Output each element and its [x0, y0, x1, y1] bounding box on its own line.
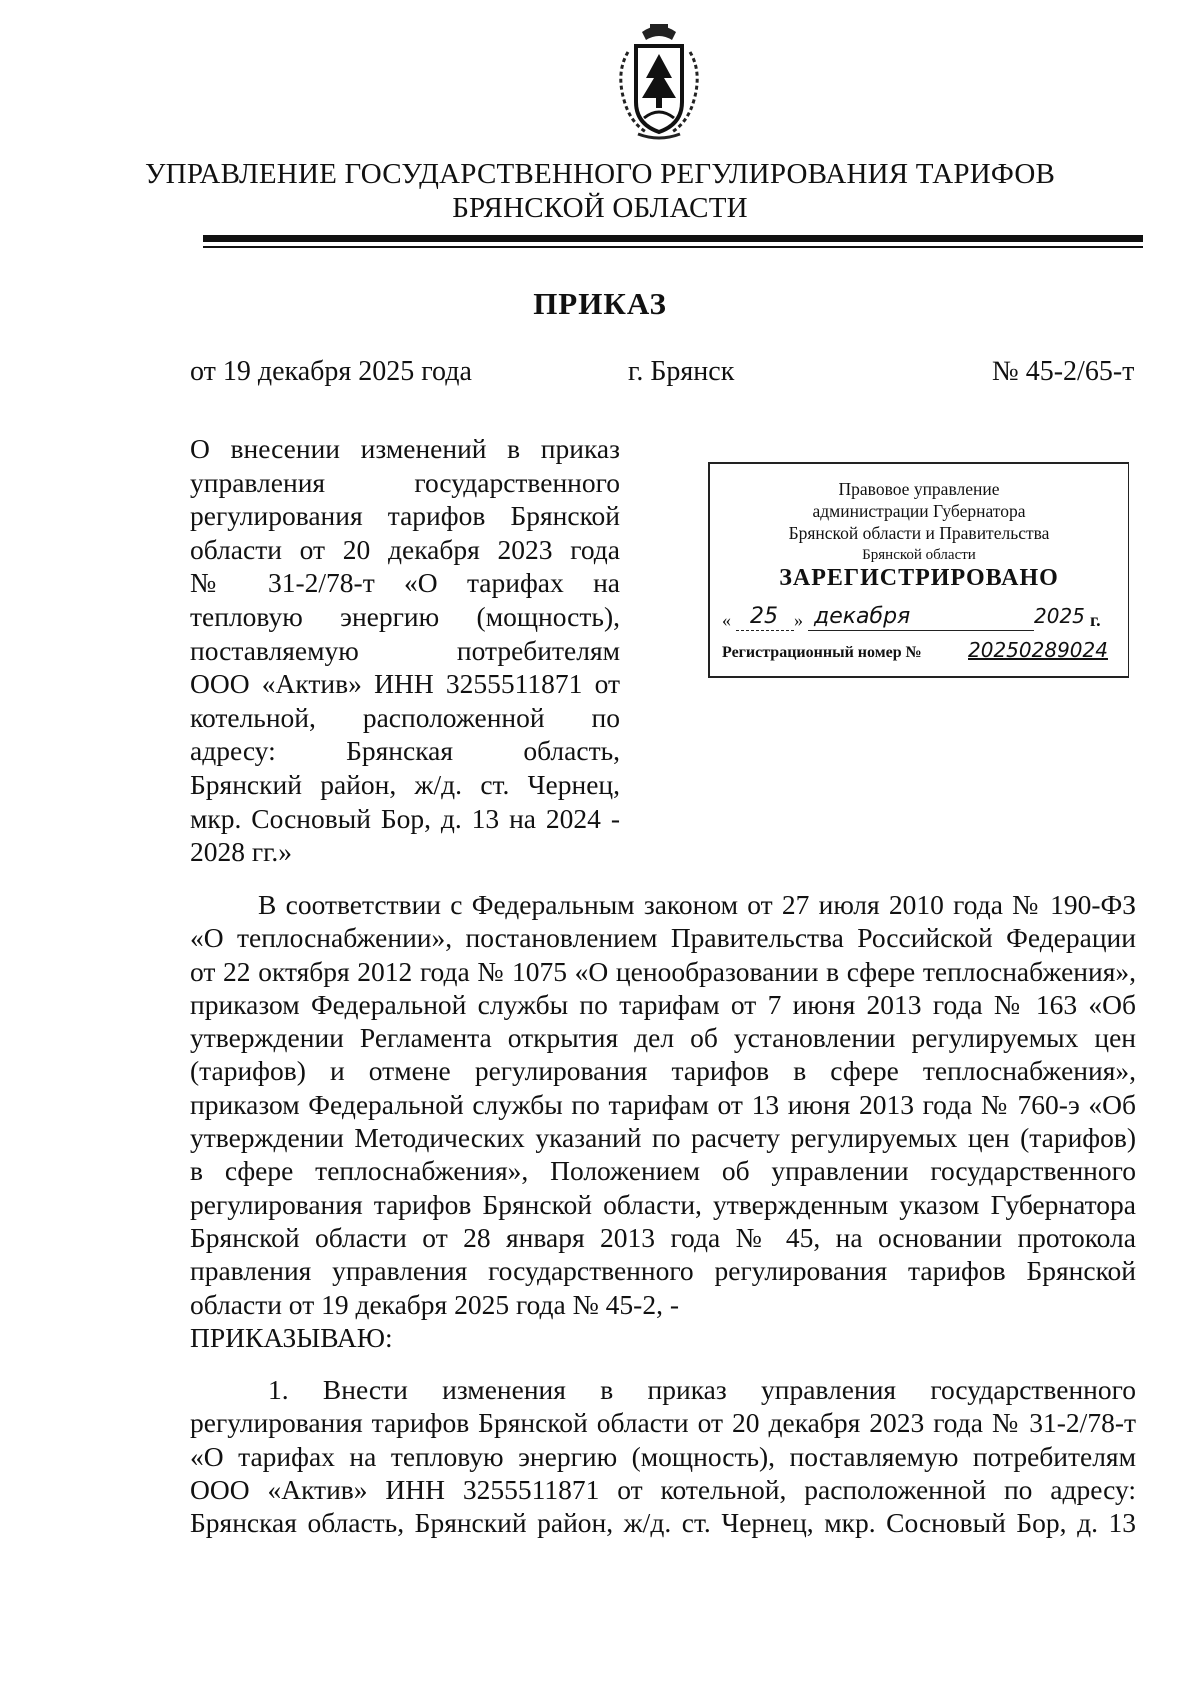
document-number: № 45-2/65-т [992, 356, 1135, 387]
stamp-month: декабря [814, 604, 911, 629]
preamble-line: (тарифов) и отмене регулирования тарифов в сфере теплоснабжения», [190, 1055, 1136, 1087]
preamble-line: приказом Федеральной службы по тарифам от 7 июня 2013 года № 163 «Об [190, 988, 1136, 1020]
order-item-1 [190, 1373, 1136, 1539]
stamp-registered-label: ЗАРЕГИСТРИРОВАНО [779, 565, 1059, 591]
preamble-line: правления управления государственного регулирования тарифов Брянской [190, 1255, 1136, 1287]
header-divider-thin [203, 246, 1143, 248]
stamp-line: Брянской области [862, 547, 976, 563]
coat-of-arms-icon [598, 22, 720, 144]
preamble-line: Брянской области от 28 января 2013 года № 45, на основании протокола [190, 1221, 1136, 1253]
subject-line: № 31-2/78-т «О тарифах на [190, 567, 620, 599]
item-line: Брянская область, Брянский район, ж/д. ст. Чернец, мкр. Сосновый Бор, д. 13 [190, 1507, 1136, 1539]
subject-line: 2028 гг.» [190, 836, 292, 868]
stamp-line: администрации Губернатора [812, 501, 1026, 521]
subject-line: тепловую энергию (мощность), [190, 600, 620, 632]
organization-name-line-1: УПРАВЛЕНИЕ ГОСУДАРСТВЕННОГО РЕГУЛИРОВАНИЯ ТАРИФОВ [144, 158, 1056, 190]
item-line: «О тарифах на тепловую энергию (мощность), поставляемую потребителям [190, 1440, 1136, 1472]
subject-line: Брянский район, ж/д. ст. Чернец, [190, 768, 620, 800]
document-title: ПРИКАЗ [533, 286, 667, 321]
registration-stamp [708, 462, 1129, 678]
preamble-paragraph [190, 888, 1136, 1354]
subject-line: регулирования тарифов Брянской [190, 500, 620, 532]
item-line: ООО «Актив» ИНН 3255511871 от котельной, расположенной по адресу: [190, 1473, 1136, 1505]
preamble-line: приказом Федеральной службы по тарифам от 13 июня 2013 года № 760-э «Об [190, 1088, 1136, 1120]
stamp-line: Правовое управление [838, 479, 1000, 499]
preamble-line: «О теплоснабжении», постановлением Правительства Российской Федерации [190, 922, 1136, 954]
preamble-line: в сфере теплоснабжения», Положением об управлении государственного [190, 1155, 1136, 1187]
document-date: от 19 декабря 2025 года [190, 356, 472, 387]
stamp-year: 2025 [1034, 604, 1085, 628]
preamble-line: утверждении Регламента открытия дел об установлении регулируемых цен [190, 1022, 1136, 1054]
subject-line: О внесении изменений в приказ [190, 433, 620, 464]
preamble-line: регулирования тарифов Брянской области, утвержденным указом Губернатора [190, 1188, 1136, 1220]
subject-line: ООО «Актив» ИНН 3255511871 от [190, 668, 620, 700]
stamp-year-suffix: г. [1090, 610, 1101, 630]
document-subject [190, 432, 620, 869]
preamble-line: В соответствии с Федеральным законом от 27 июля 2010 года № 190-ФЗ [258, 889, 1136, 920]
subject-line: поставляемую потребителям [190, 634, 620, 666]
subject-line: мкр. Сосновый Бор, д. 13 на 2024 - [190, 802, 620, 834]
stamp-reg-number-label: Регистрационный номер № [722, 644, 922, 661]
preamble-line: области от 19 декабря 2025 года № 45-2, - [190, 1288, 679, 1320]
stamp-day: 25 [750, 604, 778, 629]
preamble-line: утверждении Методических указаний по расчету регулируемых цен (тарифов) [190, 1122, 1136, 1154]
subject-line: области от 20 декабря 2023 года [190, 533, 620, 565]
document-city: г. Брянск [628, 356, 735, 387]
stamp-reg-number: 20250289024 [968, 638, 1108, 662]
item-line: 1. Внести изменения в приказ управления государственного [268, 1374, 1136, 1405]
stamp-line: Брянской области и Правительства [788, 523, 1050, 543]
subject-line: управления государственного [190, 466, 620, 498]
order-word: ПРИКАЗЫВАЮ: [190, 1321, 393, 1353]
item-line: регулирования тарифов Брянской области от 20 декабря 2023 года № 31-2/78-т [190, 1407, 1136, 1439]
stamp-date-row: « 25 » декабря 2025 г. [722, 604, 1101, 630]
subject-line: котельной, расположенной по [190, 701, 620, 733]
preamble-line: от 22 октября 2012 года № 1075 «О ценообразовании в сфере теплоснабжения», [190, 955, 1136, 987]
organization-name-line-2: БРЯНСКОЙ ОБЛАСТИ [452, 192, 748, 224]
header-divider-thick [203, 235, 1143, 242]
subject-line: адресу: Брянская область, [190, 735, 620, 767]
